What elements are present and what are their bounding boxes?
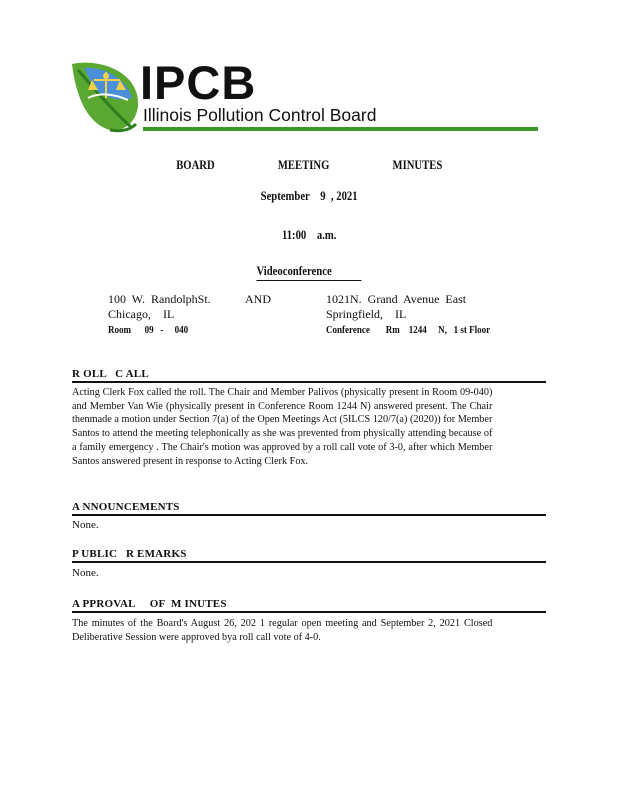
and-connector: AND — [245, 292, 271, 306]
section-title-announcements: A NNOUNCEMENTS — [72, 501, 546, 516]
doc-title: BOARD MEETING MINUTES — [175, 157, 443, 172]
section-title-approval-of-minutes: A PPROVAL OF M INUTES — [72, 598, 546, 613]
right-city: Springfield, IL — [326, 307, 407, 321]
section-title-roll-call: R OLL C ALL — [72, 368, 546, 383]
right-room: Conference Rm 1244 N, 1 st Floor — [326, 324, 491, 336]
meeting-date: September 9 , 2021 — [260, 188, 358, 203]
section-body-roll-call: Acting Clerk Fox called the roll. The Chair and Member Palivos (physically present in Room 09-040) and Member Van Wie (physically present in Conference Room 1244 N) answered present. The Chair thenmade a motion under Section 7(a) of the Open Meetings Act (5ILCS 120/7(a) (2020)) for Member Santos to attend the meeting telephonically as she was prevented from physically attending because of a family emergency . The Chair's motion was approved by a roll call vote of 3-0, after which Member Santos answered present in response to Acting Clerk Fox. — [72, 386, 493, 467]
left-address: 100 W. RandolphSt. — [108, 292, 211, 306]
left-room: Room 09 - 040 — [108, 324, 189, 336]
section-body-approval-of-minutes: The minutes of the Board's August 26, 202 1 regular open meeting and September 2, 2021 Closed Deliberative Session were approved bya roll call vote of 4-0. — [72, 617, 493, 643]
left-city: Chicago, IL — [108, 307, 175, 321]
section-body-public-remarks: None. — [72, 567, 99, 579]
location-mode: Videoconference — [0, 262, 618, 281]
right-address: 1021N. Grand Avenue East — [326, 292, 467, 306]
section-title-public-remarks: P UBLIC R EMARKS — [72, 548, 546, 563]
meeting-time: 11:00 a.m. — [281, 227, 337, 242]
logo-acronym: IPCB — [140, 56, 257, 109]
logo-org-name: Illinois Pollution Control Board — [143, 105, 377, 125]
section-body-announcements: None. — [72, 519, 99, 531]
